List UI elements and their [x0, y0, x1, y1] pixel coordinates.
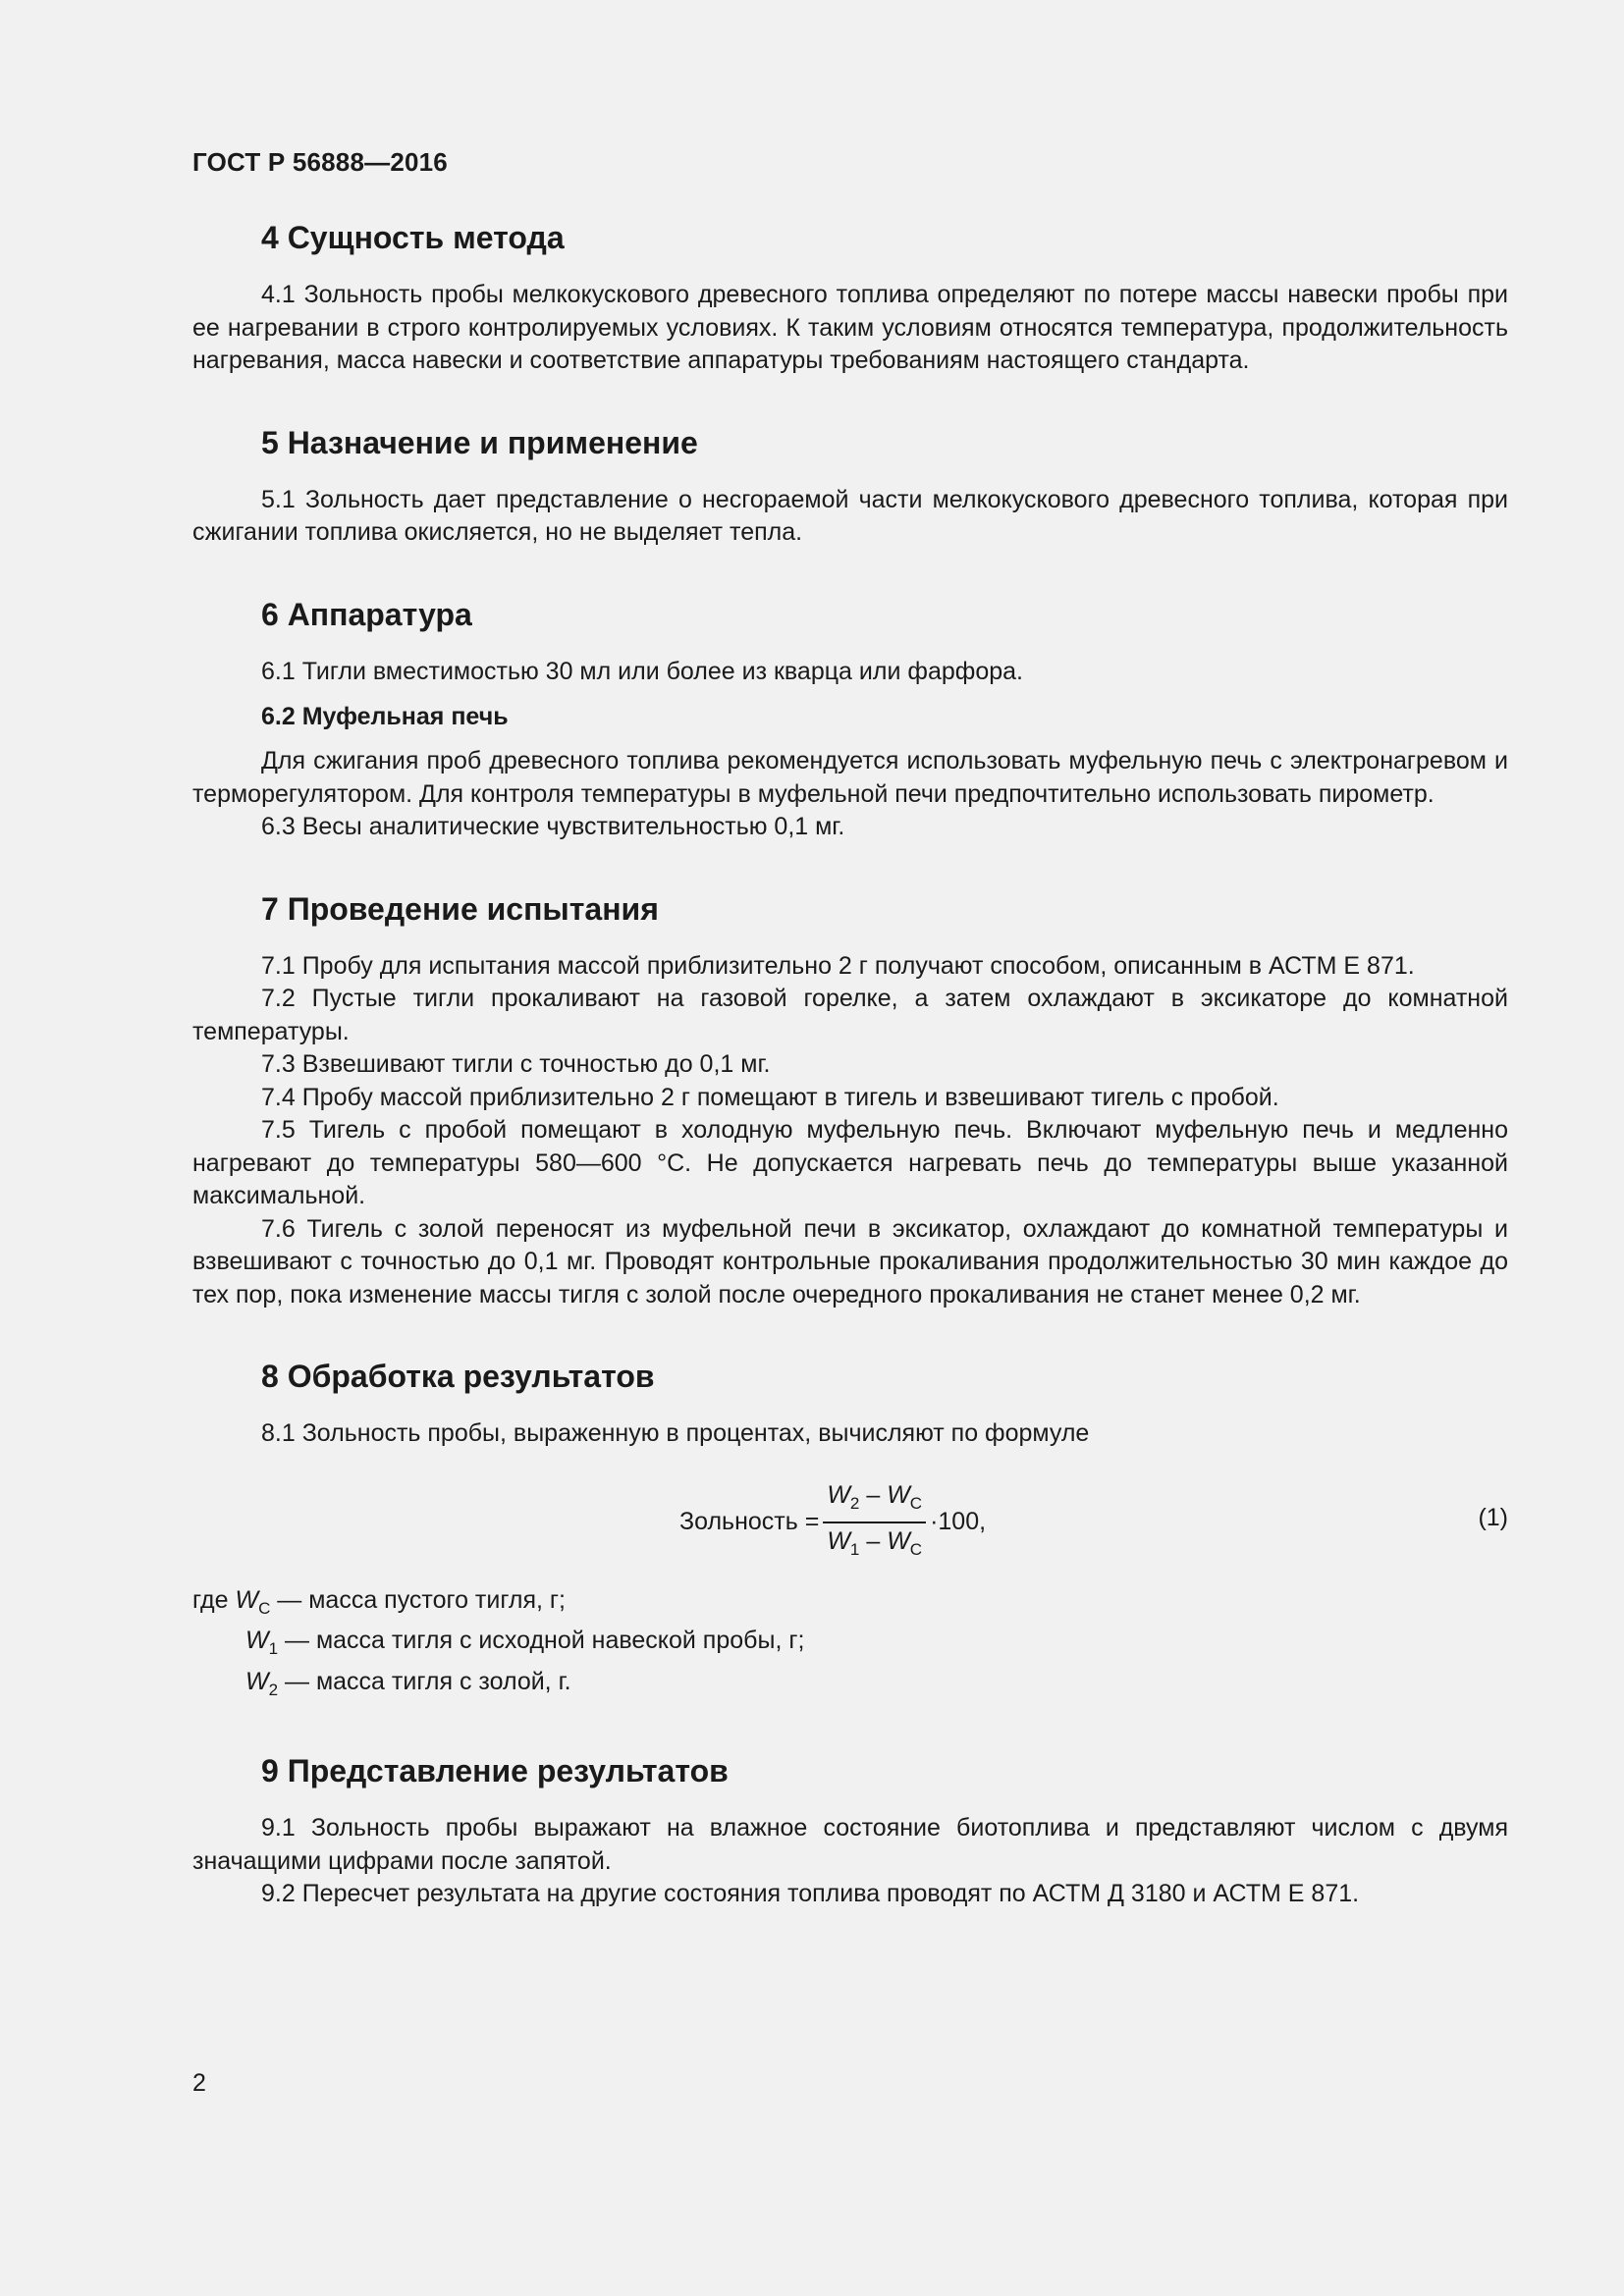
- formula-lhs: Зольность =: [679, 1508, 820, 1535]
- paragraph-9-2: 9.2 Пересчет результата на другие состояния топлива проводят по АСТМ Д 3180 и АСТМ Е 871.: [261, 1880, 1360, 1907]
- paragraph-7-3: 7.3 Взвешивают тигли с точностью до 0,1 мг.: [261, 1050, 771, 1078]
- section-8-title: 8 Обработка результатов: [261, 1359, 655, 1394]
- paragraph-4-1: 4.1 Зольность пробы мелкокускового древесного топлива определяют по потере массы навески пробы при ее нагревании в строго контролируемых условиях. К таким условиям относятся температура, продолжительность нагревания, масса навески и соответствие аппаратуры требованиям настоящего стандарта.: [192, 281, 1508, 374]
- page-number: 2: [192, 2069, 206, 2097]
- formula-block: [192, 1468, 1508, 1584]
- formula-denominator: $W_1 - W_C$: [827, 1526, 923, 1559]
- legend-row: где $W_C$ — масса пустого тигля, г;: [192, 1585, 566, 1618]
- formula-fraction: [823, 1477, 926, 1568]
- section-5-title: 5 Назначение и применение: [261, 424, 698, 460]
- page-content: [192, 218, 1508, 1911]
- standard-header: ГОСТ Р 56888—2016: [192, 147, 448, 177]
- paragraph-6-1: 6.1 Тигли вместимостью 30 мл или более из кварца или фарфора.: [261, 657, 1023, 685]
- subsection-6-2-title: 6.2 Муфельная печь: [261, 703, 509, 730]
- paragraph-6-3: 6.3 Весы аналитические чувствительностью 0,1 мг.: [261, 813, 845, 840]
- formula-tail: ·100,: [930, 1508, 987, 1535]
- paragraph-5-1: 5.1 Зольность дает представление о несгораемой части мелкокускового древесного топлива, которая при сжигании топлива окисляется, но не выделяет тепла.: [192, 485, 1508, 546]
- paragraph-8-1: 8.1 Зольность пробы, выраженную в процентах, вычисляют по формуле: [261, 1419, 1090, 1447]
- paragraph-7-1: 7.1 Пробу для испытания массой приблизительно 2 г получают способом, описанным в АСТМ Е 871.: [261, 951, 1415, 980]
- ash-content-formula: [679, 1468, 986, 1576]
- paragraph-7-2: 7.2 Пустые тигли прокаливают на газовой горелке, а затем охлаждают в эксикаторе до комнатной температуры.: [192, 985, 1508, 1045]
- paragraph-6-2: Для сжигания проб древесного топлива рекомендуется использовать муфельную печь с электронагревом и терморегулятором. Для контроля температуры в муфельной печи предпочтительно использовать пирометр.: [192, 747, 1508, 808]
- paragraph-7-4: 7.4 Пробу массой приблизительно 2 г помещают в тигель и взвешивают тигель с пробой.: [261, 1083, 1279, 1111]
- section-7-title: 7 Проведение испытания: [261, 890, 659, 927]
- legend-row: $W_2$ — масса тигля с золой, г.: [245, 1667, 571, 1699]
- section-9-title: 9 Представление результатов: [261, 1753, 729, 1789]
- paragraph-7-6: 7.6 Тигель с золой переносят из муфельной печи в эксикатор, охлаждают до комнатной температуры и взвешивают с точностью до 0,1 мг. Проводят контрольные прокаливания продолжительностью 30 мин каждое до тех пор, пока изменение массы тигля с золой после очередного прокаливания не станет менее 0,2 мг.: [192, 1214, 1508, 1308]
- paragraph-7-5: 7.5 Тигель с пробой помещают в холодную муфельную печь. Включают муфельную печь и медленно нагревают до температуры 580—600 °С. Не допускается нагревать печь до температуры выше указанной максимальной.: [192, 1116, 1508, 1209]
- legend-row: $W_1$ — масса тигля с исходной навеской пробы, г;: [245, 1627, 805, 1658]
- formula-number: (1): [1478, 1503, 1508, 1531]
- section-6-title: 6 Аппаратура: [261, 596, 472, 632]
- formula-numerator: $W_2 - W_C$: [827, 1480, 923, 1513]
- section-4-title: 4 Сущность метода: [261, 220, 565, 255]
- formula-legend: [192, 1584, 1508, 1707]
- paragraph-9-1: 9.1 Зольность пробы выражают на влажное состояние биотоплива и представляют числом с двумя значащими цифрами после запятой.: [192, 1814, 1508, 1875]
